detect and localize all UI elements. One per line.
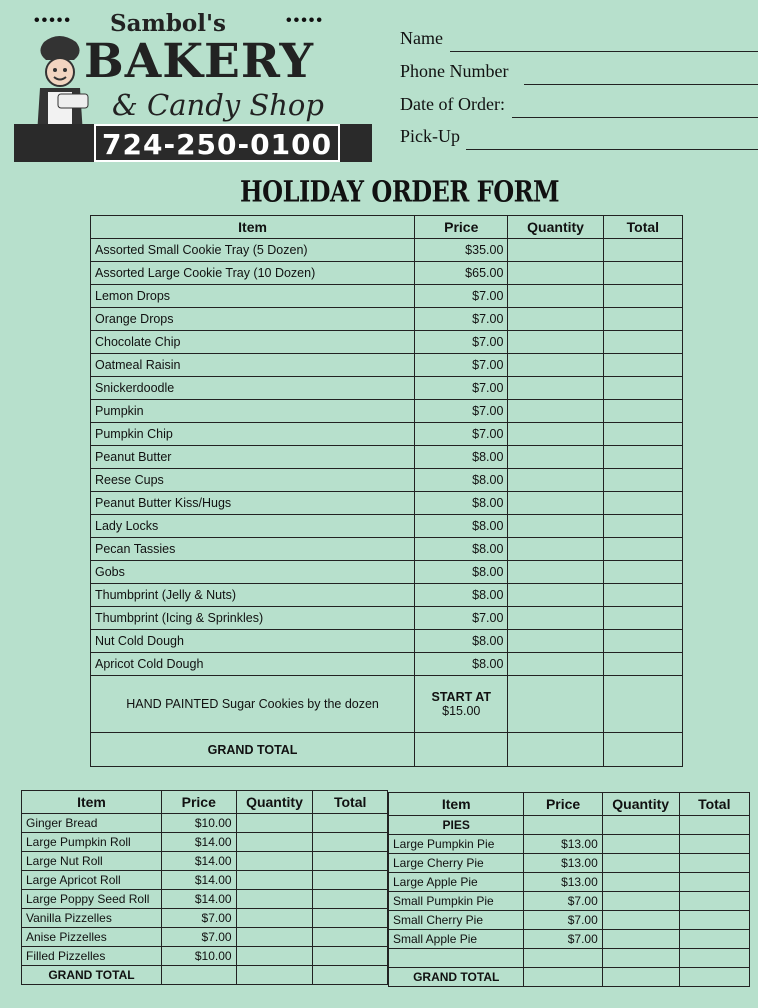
- quantity-cell[interactable]: [508, 308, 603, 331]
- total-cell[interactable]: [603, 561, 682, 584]
- table-row: [91, 308, 683, 331]
- pies-section-label: PIES: [389, 816, 524, 835]
- table-row: [389, 892, 750, 911]
- total-cell[interactable]: [603, 308, 682, 331]
- table-row: [389, 873, 750, 892]
- item-cell: Peanut Butter Kiss/Hugs: [91, 492, 415, 515]
- price-cell: $10.00: [161, 814, 236, 833]
- form-title: HOLIDAY ORDER FORM: [240, 174, 560, 209]
- price-cell: $8.00: [415, 561, 508, 584]
- total-cell[interactable]: [679, 854, 749, 873]
- special-price: [415, 676, 508, 733]
- logo-name: Sambol's: [110, 10, 226, 37]
- total-cell[interactable]: [679, 911, 749, 930]
- price-cell: $8.00: [415, 446, 508, 469]
- table-row: [91, 469, 683, 492]
- item-cell: Thumbprint (Icing & Sprinkles): [91, 607, 415, 630]
- quantity-cell[interactable]: [508, 423, 603, 446]
- item-cell: Apricot Cold Dough: [91, 653, 415, 676]
- item-cell: Assorted Large Cookie Tray (10 Dozen): [91, 262, 415, 285]
- quantity-cell[interactable]: [508, 630, 603, 653]
- total-cell[interactable]: [679, 930, 749, 949]
- total-cell[interactable]: [603, 331, 682, 354]
- header-quantity: Quantity: [508, 216, 603, 239]
- quantity-cell[interactable]: [508, 446, 603, 469]
- total-cell[interactable]: [313, 909, 388, 928]
- price-cell: $7.00: [161, 928, 236, 947]
- table-header-row: [91, 216, 683, 239]
- logo-phone: 724-250-0100: [94, 124, 340, 162]
- quantity-cell[interactable]: [508, 354, 603, 377]
- table-row: [22, 890, 388, 909]
- header-price: Price: [161, 791, 236, 814]
- date-of-order-line[interactable]: [512, 117, 758, 118]
- table-row: [22, 947, 388, 966]
- item-cell: Small Pumpkin Pie: [389, 892, 524, 911]
- total-cell[interactable]: [679, 835, 749, 854]
- grand-total-quantity-cell[interactable]: [508, 733, 603, 767]
- blank-total-cell[interactable]: [679, 949, 749, 968]
- price-cell: $7.00: [415, 377, 508, 400]
- item-cell: Reese Cups: [91, 469, 415, 492]
- table-row: [91, 423, 683, 446]
- item-cell: Snickerdoodle: [91, 377, 415, 400]
- item-cell: Assorted Small Cookie Tray (5 Dozen): [91, 239, 415, 262]
- pie-order-table: [388, 792, 750, 987]
- phone-number-line[interactable]: [524, 84, 758, 85]
- price-cell: $7.00: [415, 607, 508, 630]
- price-cell: $8.00: [415, 630, 508, 653]
- price-cell: $13.00: [524, 854, 602, 873]
- quantity-cell[interactable]: [236, 871, 313, 890]
- pick-up-field[interactable]: [400, 126, 758, 152]
- grand-total-price-cell: [415, 733, 508, 767]
- quantity-cell[interactable]: [602, 835, 679, 854]
- logo-candy-shop: & Candy Shop: [112, 88, 324, 122]
- item-cell: Pecan Tassies: [91, 538, 415, 561]
- price-cell: $13.00: [524, 835, 602, 854]
- total-cell[interactable]: [313, 928, 388, 947]
- item-cell: Vanilla Pizzelles: [22, 909, 162, 928]
- grand-total-row: [91, 733, 683, 767]
- special-price-line2: $15.00: [442, 704, 481, 718]
- total-cell[interactable]: [603, 630, 682, 653]
- price-cell: $7.00: [524, 930, 602, 949]
- grand-total-value-cell[interactable]: [603, 733, 682, 767]
- total-cell[interactable]: [603, 377, 682, 400]
- quantity-cell[interactable]: [236, 890, 313, 909]
- section-total-cell: [679, 816, 749, 835]
- item-cell: Filled Pizzelles: [22, 947, 162, 966]
- table-row: [91, 607, 683, 630]
- roll-pizzelle-order-table: [21, 790, 388, 985]
- blank-price-cell: [524, 949, 602, 968]
- header-price: Price: [415, 216, 508, 239]
- special-row: [91, 676, 683, 733]
- grand-total-label: GRAND TOTAL: [22, 966, 162, 985]
- total-cell[interactable]: [603, 446, 682, 469]
- item-cell: Large Pumpkin Pie: [389, 835, 524, 854]
- pick-up-label: Pick-Up: [400, 126, 460, 146]
- total-cell[interactable]: [313, 947, 388, 966]
- total-cell[interactable]: [603, 469, 682, 492]
- table-row: [22, 928, 388, 947]
- total-cell[interactable]: [603, 423, 682, 446]
- quantity-cell[interactable]: [236, 814, 313, 833]
- grand-total-quantity-cell[interactable]: [236, 966, 313, 985]
- price-cell: $7.00: [415, 354, 508, 377]
- price-cell: $65.00: [415, 262, 508, 285]
- grand-total-price-cell: [161, 966, 236, 985]
- quantity-cell[interactable]: [236, 947, 313, 966]
- table-row: [22, 833, 388, 852]
- table-row: [91, 354, 683, 377]
- grand-total-label: GRAND TOTAL: [91, 733, 415, 767]
- item-cell: Anise Pizzelles: [22, 928, 162, 947]
- quantity-cell[interactable]: [508, 400, 603, 423]
- total-cell[interactable]: [603, 584, 682, 607]
- item-cell: Pumpkin: [91, 400, 415, 423]
- special-price-line1: START AT: [431, 690, 491, 704]
- item-cell: Small Cherry Pie: [389, 911, 524, 930]
- grand-total-quantity-cell[interactable]: [602, 968, 679, 987]
- logo-bakery: BAKERY: [84, 34, 315, 89]
- phone-number-field[interactable]: [400, 61, 758, 87]
- item-cell: Large Apricot Roll: [22, 871, 162, 890]
- price-cell: $7.00: [415, 285, 508, 308]
- item-cell: Large Apple Pie: [389, 873, 524, 892]
- table-row: [91, 377, 683, 400]
- price-cell: $8.00: [415, 492, 508, 515]
- price-cell: $14.00: [161, 890, 236, 909]
- quantity-cell[interactable]: [508, 285, 603, 308]
- name-line[interactable]: [450, 51, 758, 52]
- price-cell: $7.00: [524, 911, 602, 930]
- quantity-cell[interactable]: [602, 873, 679, 892]
- item-cell: Gobs: [91, 561, 415, 584]
- quantity-cell[interactable]: [508, 607, 603, 630]
- price-cell: $8.00: [415, 469, 508, 492]
- table-row: [91, 653, 683, 676]
- table-row: [91, 492, 683, 515]
- header-total: Total: [679, 793, 749, 816]
- table-row: [91, 262, 683, 285]
- quantity-cell[interactable]: [236, 833, 313, 852]
- item-cell: Pumpkin Chip: [91, 423, 415, 446]
- item-cell: Large Poppy Seed Roll: [22, 890, 162, 909]
- name-label: Name: [400, 28, 443, 48]
- price-cell: $8.00: [415, 584, 508, 607]
- total-cell[interactable]: [603, 538, 682, 561]
- total-cell[interactable]: [313, 890, 388, 909]
- grand-total-row: [389, 968, 750, 987]
- item-cell: Large Pumpkin Roll: [22, 833, 162, 852]
- decorative-dots-left: •••••: [34, 12, 73, 29]
- total-cell[interactable]: [603, 239, 682, 262]
- section-row: [389, 816, 750, 835]
- header-quantity: Quantity: [236, 791, 313, 814]
- quantity-cell[interactable]: [602, 892, 679, 911]
- quantity-cell[interactable]: [602, 854, 679, 873]
- quantity-cell[interactable]: [602, 930, 679, 949]
- item-cell: Nut Cold Dough: [91, 630, 415, 653]
- header-quantity: Quantity: [602, 793, 679, 816]
- total-cell[interactable]: [313, 871, 388, 890]
- price-cell: $8.00: [415, 653, 508, 676]
- table-row: [91, 285, 683, 308]
- total-cell[interactable]: [603, 676, 682, 733]
- table-row: [389, 911, 750, 930]
- grand-total-price-cell: [524, 968, 602, 987]
- header-item: Item: [91, 216, 415, 239]
- table-row: [389, 930, 750, 949]
- price-cell: $7.00: [415, 400, 508, 423]
- total-cell[interactable]: [603, 653, 682, 676]
- price-cell: $35.00: [415, 239, 508, 262]
- price-cell: $7.00: [161, 909, 236, 928]
- quantity-cell[interactable]: [236, 909, 313, 928]
- total-cell[interactable]: [603, 400, 682, 423]
- blank-row: [389, 949, 750, 968]
- item-cell: Large Nut Roll: [22, 852, 162, 871]
- decorative-dots-right: •••••: [286, 12, 325, 29]
- quantity-cell[interactable]: [508, 377, 603, 400]
- quantity-cell[interactable]: [602, 911, 679, 930]
- table-row: [91, 331, 683, 354]
- table-header-row: [22, 791, 388, 814]
- total-cell[interactable]: [603, 354, 682, 377]
- quantity-cell[interactable]: [508, 653, 603, 676]
- quantity-cell[interactable]: [508, 331, 603, 354]
- quantity-cell[interactable]: [236, 852, 313, 871]
- table-header-row: [389, 793, 750, 816]
- price-cell: $7.00: [524, 892, 602, 911]
- item-cell: Oatmeal Raisin: [91, 354, 415, 377]
- blank-item-cell: [389, 949, 524, 968]
- price-cell: $13.00: [524, 873, 602, 892]
- quantity-cell[interactable]: [508, 262, 603, 285]
- price-cell: $10.00: [161, 947, 236, 966]
- header-total: Total: [603, 216, 682, 239]
- item-cell: Thumbprint (Jelly & Nuts): [91, 584, 415, 607]
- price-cell: $14.00: [161, 852, 236, 871]
- grand-total-row: [22, 966, 388, 985]
- total-cell[interactable]: [603, 607, 682, 630]
- section-price-cell: [524, 816, 602, 835]
- item-cell: Lady Locks: [91, 515, 415, 538]
- item-cell: Orange Drops: [91, 308, 415, 331]
- bakery-logo: [14, 10, 372, 162]
- table-row: [91, 400, 683, 423]
- table-row: [91, 239, 683, 262]
- cookie-order-table: [90, 215, 683, 767]
- table-row: [91, 630, 683, 653]
- section-quantity-cell: [602, 816, 679, 835]
- date-of-order-label: Date of Order:: [400, 94, 505, 114]
- quantity-cell[interactable]: [508, 469, 603, 492]
- table-row: [389, 854, 750, 873]
- quantity-cell[interactable]: [508, 676, 603, 733]
- item-cell: Ginger Bread: [22, 814, 162, 833]
- header-total: Total: [313, 791, 388, 814]
- quantity-cell[interactable]: [508, 561, 603, 584]
- price-cell: $7.00: [415, 308, 508, 331]
- total-cell[interactable]: [313, 852, 388, 871]
- total-cell[interactable]: [603, 262, 682, 285]
- item-cell: Peanut Butter: [91, 446, 415, 469]
- pick-up-line[interactable]: [466, 149, 758, 150]
- total-cell[interactable]: [603, 515, 682, 538]
- total-cell[interactable]: [313, 833, 388, 852]
- phone-number-label: Phone Number: [400, 61, 509, 81]
- table-row: [22, 814, 388, 833]
- quantity-cell[interactable]: [508, 538, 603, 561]
- name-field[interactable]: [400, 28, 758, 54]
- grand-total-value-cell[interactable]: [679, 968, 749, 987]
- total-cell[interactable]: [603, 285, 682, 308]
- table-row: [91, 538, 683, 561]
- grand-total-label: GRAND TOTAL: [389, 968, 524, 987]
- price-cell: $14.00: [161, 871, 236, 890]
- item-cell: Large Cherry Pie: [389, 854, 524, 873]
- price-cell: $7.00: [415, 423, 508, 446]
- table-row: [91, 515, 683, 538]
- price-cell: $14.00: [161, 833, 236, 852]
- header-item: Item: [389, 793, 524, 816]
- special-item: HAND PAINTED Sugar Cookies by the dozen: [91, 676, 415, 733]
- quantity-cell[interactable]: [508, 584, 603, 607]
- item-cell: Lemon Drops: [91, 285, 415, 308]
- quantity-cell[interactable]: [508, 239, 603, 262]
- item-cell: Chocolate Chip: [91, 331, 415, 354]
- header-price: Price: [524, 793, 602, 816]
- quantity-cell[interactable]: [236, 928, 313, 947]
- grand-total-value-cell[interactable]: [313, 966, 388, 985]
- table-row: [22, 852, 388, 871]
- price-cell: $7.00: [415, 331, 508, 354]
- quantity-cell[interactable]: [508, 492, 603, 515]
- total-cell[interactable]: [313, 814, 388, 833]
- price-cell: $8.00: [415, 538, 508, 561]
- header-item: Item: [22, 791, 162, 814]
- table-row: [389, 835, 750, 854]
- total-cell[interactable]: [679, 873, 749, 892]
- quantity-cell[interactable]: [508, 515, 603, 538]
- table-row: [91, 446, 683, 469]
- total-cell[interactable]: [603, 492, 682, 515]
- blank-quantity-cell[interactable]: [602, 949, 679, 968]
- date-of-order-field[interactable]: [400, 94, 758, 120]
- table-row: [91, 584, 683, 607]
- table-row: [91, 561, 683, 584]
- table-row: [22, 871, 388, 890]
- price-cell: $8.00: [415, 515, 508, 538]
- total-cell[interactable]: [679, 892, 749, 911]
- item-cell: Small Apple Pie: [389, 930, 524, 949]
- table-row: [22, 909, 388, 928]
